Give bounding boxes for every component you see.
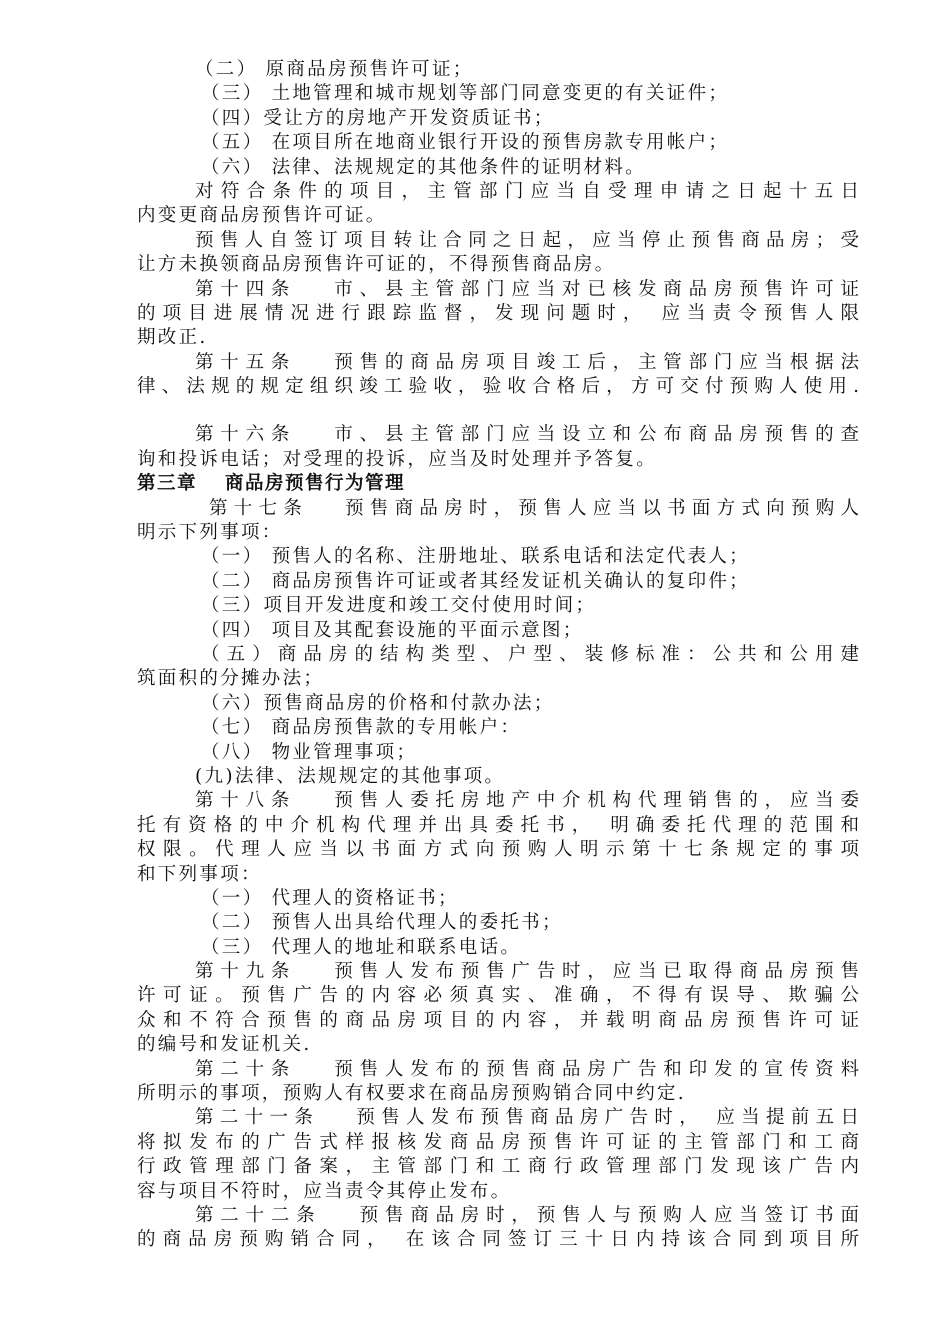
text-line: 让方未换领商品房预售许可证的，不得预售商品房。 <box>137 254 616 276</box>
text-line: （三）项目开发进度和竣工交付使用时间； <box>201 595 597 617</box>
text-line: 容与项目不符时，应当责令其停止发布。 <box>137 1180 512 1202</box>
text-line: (九)法律、法规规定的其他事项。 <box>195 765 506 787</box>
paragraph-gap <box>137 399 859 423</box>
article-18-heading-line: 第十八条 预售人委托房地产中介机构代理销售的，应当委 <box>195 790 859 812</box>
text-line: （三） 土地管理和城市规划等部门同意变更的有关证件； <box>201 83 730 105</box>
text-line: （一） 预售人的名称、注册地址、联系电话和法定代表人； <box>201 546 750 568</box>
article-14-heading-line: 第十四条 市、县主管部门应当对已核发商品房预售许可证 <box>195 278 859 300</box>
text-line: （二） 预售人出具给代理人的委托书； <box>201 912 563 934</box>
text-line: 内变更商品房预售许可证。 <box>137 205 387 227</box>
text-line: 权限。代理人应当以书面方式向预购人明示第十七条规定的事项 <box>137 839 859 861</box>
text-line: 期改正. <box>137 327 208 349</box>
text-line: 的商品房预购销合同， 在该合同签订三十日内持该合同到项目所 <box>137 1229 859 1251</box>
text-line: 询和投诉电话；对受理的投诉，应当及时处理并予答复。 <box>137 448 658 470</box>
article-16-heading-line: 第十六条 市、县主管部门应当设立和公布商品房预售的查 <box>195 424 859 446</box>
text-line: （八） 物业管理事项； <box>201 741 418 763</box>
text-line: （五）商品房的结构类型、户型、装修标准：公共和公用建 <box>201 643 859 665</box>
text-line: （三） 代理人的地址和联系电话。 <box>201 936 522 958</box>
article-15-heading-line: 第十五条 预售的商品房项目竣工后，主管部门应当根据法 <box>195 351 859 373</box>
text-line: （二） 原商品房预售许可证； <box>195 59 474 80</box>
text-line: 众和不符合预售的商品房项目的内容，并载明商品房预售许可证 <box>137 1009 859 1031</box>
text-line: 所明示的事项，预购人有权要求在商品房预购销合同中约定. <box>137 1083 686 1105</box>
text-line: 和下列事项： <box>137 863 262 885</box>
article-20-heading-line: 第二十条 预售人发布的预售商品房广告和印发的宣传资料 <box>195 1058 859 1080</box>
text-line: （四） 项目及其配套设施的平面示意图； <box>201 619 584 641</box>
text-line: 明示下列事项： <box>137 522 283 544</box>
text-line: （六） 法律、法规规定的其他条件的证明材料。 <box>201 156 646 178</box>
text-line: 的编号和发证机关. <box>137 1034 312 1056</box>
article-22-heading-line: 第二十二条 预售商品房时，预售人与预购人应当签订书面 <box>195 1204 859 1226</box>
text-line: 行政管理部门备案，主管部门和工商行政管理部门发现该广告内 <box>137 1156 859 1178</box>
text-line: （一） 代理人的资格证书； <box>201 887 459 909</box>
document-page <box>137 58 859 1253</box>
article-19-heading-line: 第十九条 预售人发布预售广告时，应当已取得商品房预售 <box>195 961 859 983</box>
text-line: （六）预售商品房的价格和付款办法； <box>201 692 555 714</box>
text-line: 的项目进展情况进行跟踪监督，发现问题时， 应当责令预售人限 <box>137 302 859 324</box>
text-line: 许可证。预售广告的内容必须真实、准确，不得有误导、欺骗公 <box>137 985 859 1007</box>
text-line: 律、法规的规定组织竣工验收，验收合格后，方可交付预购人使用. <box>137 376 859 398</box>
article-21-heading-line: 第二十一条 预售人发布预售商品房广告时， 应当提前五日 <box>195 1107 859 1129</box>
text-line: （七） 商品房预售款的专用帐户： <box>201 717 522 739</box>
article-17-heading-line: 第十七条 预售商品房时，预售人应当以书面方式向预购人 <box>209 497 859 519</box>
text-line: 托有资格的中介机构代理并出具委托书， 明确委托代理的范围和 <box>137 814 859 836</box>
text-line: （四）受让方的房地产开发资质证书； <box>201 107 555 129</box>
text-line: （五） 在项目所在地商业银行开设的预售房款专用帐户； <box>201 132 730 154</box>
chapter-heading: 第三章 商品房预售行为管理 <box>137 473 405 495</box>
text-line: 对符合条件的项目，主管部门应当自受理申请之日起十五日 <box>195 180 859 202</box>
text-line: （二） 商品房预售许可证或者其经发证机关确认的复印件； <box>201 570 750 592</box>
text-line: 预售人自签订项目转让合同之日起，应当停止预售商品房；受 <box>195 229 859 251</box>
text-line: 将拟发布的广告式样报核发商品房预售许可证的主管部门和工商 <box>137 1131 859 1153</box>
text-line: 筑面积的分摊办法； <box>137 668 325 690</box>
